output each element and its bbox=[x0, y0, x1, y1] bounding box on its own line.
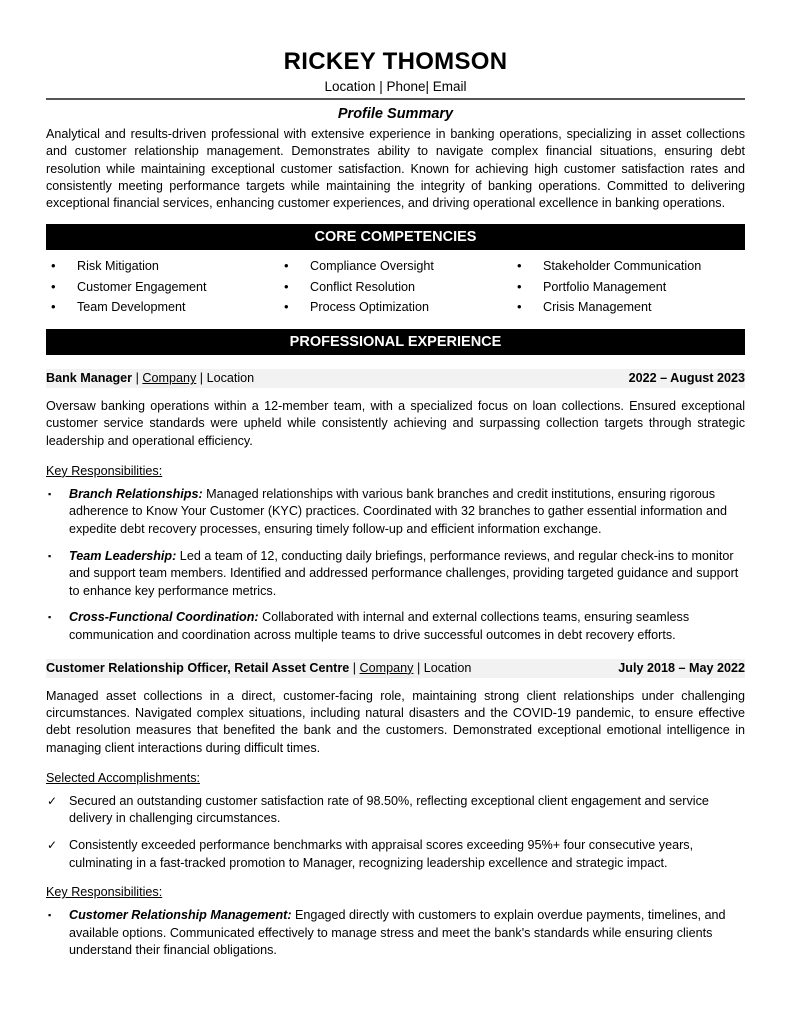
responsibility-item bbox=[46, 907, 745, 960]
job-dates: 2022 – August 2023 bbox=[628, 370, 745, 385]
key-responsibilities-label: Key Responsibilities: bbox=[46, 885, 163, 900]
square-bullet-icon: ▪ bbox=[48, 612, 52, 623]
job-location: Location bbox=[206, 370, 255, 385]
responsibility-title: Branch Relationships: bbox=[69, 486, 203, 501]
responsibility-text: Led a team of 12, conducting daily briefings, performance reviews, and regular check-ins to monitor and support team members. Identified and addressed performance challenges, providing targeted guidance and support to enhance key performance metrics. bbox=[69, 548, 739, 598]
job-summary: Oversaw banking operations within a 12-member team, with a specialized focus on loan collections. Ensured exceptional customer service standards were upheld while consistently achieving and surpassing collection targets through strategic leadership and operational efficiency. bbox=[46, 398, 745, 448]
accomplishments-list bbox=[46, 793, 745, 872]
job-heading bbox=[46, 659, 471, 678]
separator: | bbox=[413, 660, 424, 675]
responsibility-text: Engaged directly with customers to explain overdue payments, timelines, and available options. Communicated effectively to manage stress and meet the bank's standards while ensuring clients understand their financial obligations. bbox=[69, 908, 726, 958]
square-bullet-icon: ▪ bbox=[48, 550, 52, 561]
competency-item: • Conflict Resolution bbox=[279, 277, 512, 298]
competencies-column bbox=[279, 256, 512, 318]
separator: | bbox=[196, 370, 207, 385]
company-link[interactable]: Company bbox=[142, 370, 197, 385]
professional-experience-heading: PROFESSIONAL EXPERIENCE bbox=[46, 329, 745, 355]
job-title-row bbox=[46, 369, 745, 388]
profile-summary-text: Analytical and results-driven professional with extensive experience in banking operations, specializing in asset collections and customer relationship management. Demonstrates ability to navigate complex financial situations, ensuring debt resolution while maintaining exceptional customer satisfaction. Known for achieving high customer satisfaction rates and consistently meeting performance targets while maintaining the integrity of banking operations. Committed to delivering exceptional financial services, enhancing customer experiences, and driving operational excellence in banking operations. bbox=[46, 127, 745, 211]
job-role: Customer Relationship Officer, Retail Asset Centre bbox=[46, 660, 350, 675]
responsibility-item bbox=[46, 548, 745, 601]
square-bullet-icon: ▪ bbox=[48, 910, 52, 921]
header-divider bbox=[46, 98, 745, 100]
core-competencies-heading: CORE COMPETENCIES bbox=[46, 224, 745, 250]
job-role: Bank Manager bbox=[46, 370, 133, 385]
competency-item: • Risk Mitigation bbox=[46, 256, 279, 277]
competency-item: • Compliance Oversight bbox=[279, 256, 512, 277]
key-responsibilities-label: Key Responsibilities: bbox=[46, 463, 163, 478]
contact-line: Location | Phone| Email bbox=[324, 79, 467, 94]
responsibilities-list bbox=[46, 486, 745, 645]
competency-item: • Customer Engagement bbox=[46, 277, 279, 298]
job-location: Location bbox=[423, 660, 472, 675]
job-title-row bbox=[46, 659, 745, 678]
competency-item: • Crisis Management bbox=[512, 297, 745, 318]
competencies-grid bbox=[46, 250, 745, 318]
responsibility-title: Team Leadership: bbox=[69, 548, 177, 563]
responsibility-item bbox=[46, 486, 745, 539]
accomplishment-text: Consistently exceeded performance benchmarks with appraisal scores exceeding 95%+ four consecutive years, culminating in a fast-tracked promotion to Manager, recognizing leadership excellence and strategic impact. bbox=[69, 838, 694, 870]
job-dates: July 2018 – May 2022 bbox=[618, 660, 745, 675]
checkmark-icon: ✓ bbox=[47, 838, 58, 852]
responsibility-item bbox=[46, 609, 745, 644]
competency-item: • Stakeholder Communication bbox=[512, 256, 745, 277]
accomplishment-item bbox=[46, 793, 745, 828]
responsibility-title: Customer Relationship Management: bbox=[69, 908, 292, 923]
candidate-name: RICKEY THOMSON bbox=[283, 48, 508, 75]
separator: | bbox=[349, 660, 360, 675]
profile-summary-heading: Profile Summary bbox=[337, 106, 454, 122]
separator: | bbox=[132, 370, 143, 385]
square-bullet-icon: ▪ bbox=[48, 488, 52, 499]
accomplishment-text: Secured an outstanding customer satisfaction rate of 98.50%, reflecting exceptional client engagement and service delivery in challenging circumstances. bbox=[69, 793, 709, 826]
job-heading bbox=[46, 369, 254, 388]
company-link[interactable]: Company bbox=[359, 660, 414, 675]
competency-item: • Process Optimization bbox=[279, 297, 512, 318]
responsibility-title: Cross-Functional Coordination: bbox=[69, 610, 259, 625]
accomplishment-item bbox=[46, 837, 745, 872]
job-summary: Managed asset collections in a direct, customer-facing role, maintaining strong client relationships under challenging circumstances. Navigated complex situations, including natural disasters and the COVID-19 pandemic, to ensure effective debt resolution measures that benefited the bank and the customers. Demonstrated exceptional emotional intelligence in managing client interactions during difficult times. bbox=[46, 688, 745, 755]
responsibility-text: Managed relationships with various bank branches and credit institutions, ensuring rigorous adherence to Know Your Customer (KYC) practices. Coordinated with 32 branches to gather essential information and expedite debt recovery processes, ensuring timely follow-up and efficient information exchange. bbox=[69, 486, 728, 537]
responsibilities-list bbox=[46, 907, 745, 960]
competencies-column bbox=[46, 256, 279, 318]
competency-item: • Team Development bbox=[46, 297, 279, 318]
competencies-column bbox=[512, 256, 745, 318]
responsibility-text: Collaborated with internal and external collections teams, ensuring seamless communication and coordination across multiple teams to drive successful outcomes in debt recovery efforts. bbox=[69, 610, 690, 643]
checkmark-icon: ✓ bbox=[47, 793, 58, 808]
competency-item: • Portfolio Management bbox=[512, 277, 745, 298]
selected-accomplishments-label: Selected Accomplishments: bbox=[46, 770, 200, 785]
